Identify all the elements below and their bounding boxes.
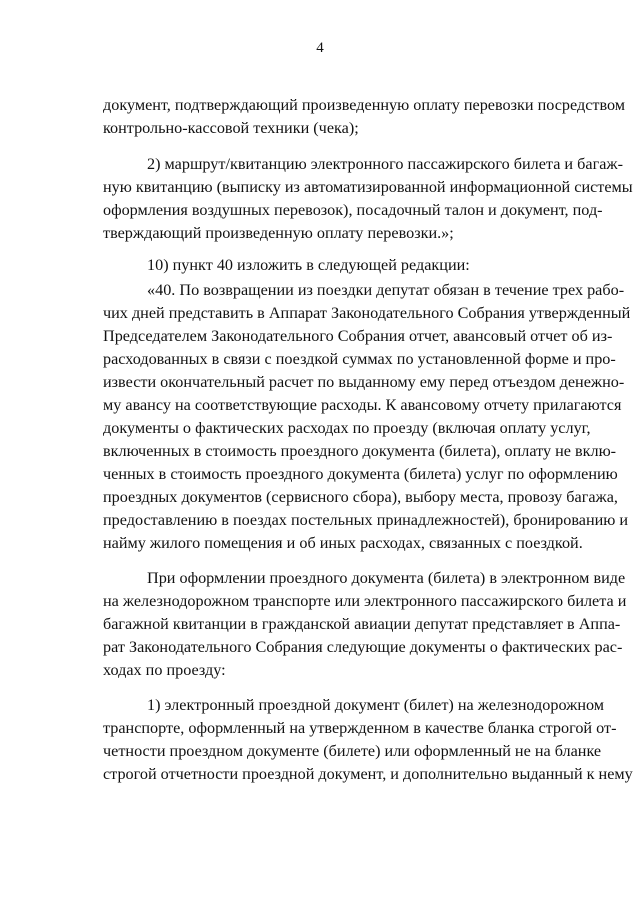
text-line: «40. По возвращении из поездки депутат обязан в течение трех рабо- (147, 281, 625, 299)
text-line: му авансу на соответствующие расходы. К авансовому отчету прилагаются (103, 396, 622, 414)
text-line: контрольно-кассовой техники (чека); (103, 119, 359, 137)
text-line: включенных в стоимость проездного документа (билета), оплату не вклю- (103, 442, 617, 460)
text-line: строгой отчетности проездной документ, и дополнительно выданный к нему (103, 765, 633, 783)
text-line: оформления воздушных перевозок), посадочный талон и документ, под- (103, 201, 603, 219)
text-line: ную квитанцию (выписку из автоматизированной информационной системы (103, 178, 633, 196)
text-line: багажной квитанции в гражданской авиации депутат представляет в Аппа- (103, 615, 621, 633)
text-line: 10) пункт 40 изложить в следующей редакции: (147, 256, 470, 274)
text-line: ченных в стоимость проездного документа (билета) услуг по оформлению (103, 465, 618, 483)
text-line: 2) маршрут/квитанцию электронного пассажирского билета и багаж- (147, 155, 623, 173)
text-line: проездных документов (сервисного сбора), выбору места, провозу багажа, (103, 488, 618, 506)
text-line: документы о фактических расходах по проезду (включая оплату услуг, (103, 419, 591, 437)
text-line: четности проездном документе (билете) или оформленный не на бланке (103, 742, 602, 760)
text-line: чих дней представить в Аппарат Законодательного Собрания утвержденный (103, 304, 631, 322)
text-line: транспорте, оформленный на утвержденном в качестве бланка строгой от- (103, 719, 617, 737)
text-line: извести окончательный расчет по выданному ему перед отъездом денежно- (103, 373, 625, 391)
text-line: найму жилого помещения и об иных расходах, связанных с поездкой. (103, 534, 583, 552)
text-line: на железнодорожном транспорте или электронного пассажирского билета и (103, 592, 627, 610)
text-line: тверждающий произведенную оплату перевозки.»; (103, 224, 454, 242)
text-line: предоставлению в поездах постельных принадлежностей), бронированию и (103, 511, 629, 529)
text-line: рат Законодательного Собрания следующие документы о фактических рас- (103, 638, 623, 656)
text-line: расходованных в связи с поездкой суммах по установленной форме и про- (103, 350, 616, 368)
text-line: Председателем Законодательного Собрания отчет, авансовый отчет об из- (103, 327, 613, 345)
text-line: При оформлении проездного документа (билета) в электронном виде (147, 569, 626, 587)
text-line: 1) электронный проездной документ (билет) на железнодорожном (147, 696, 605, 714)
text-line: документ, подтверждающий произведенную оплату перевозки посредством (103, 96, 626, 114)
page-number: 4 (316, 40, 324, 56)
text-line: ходах по проезду: (103, 661, 226, 679)
